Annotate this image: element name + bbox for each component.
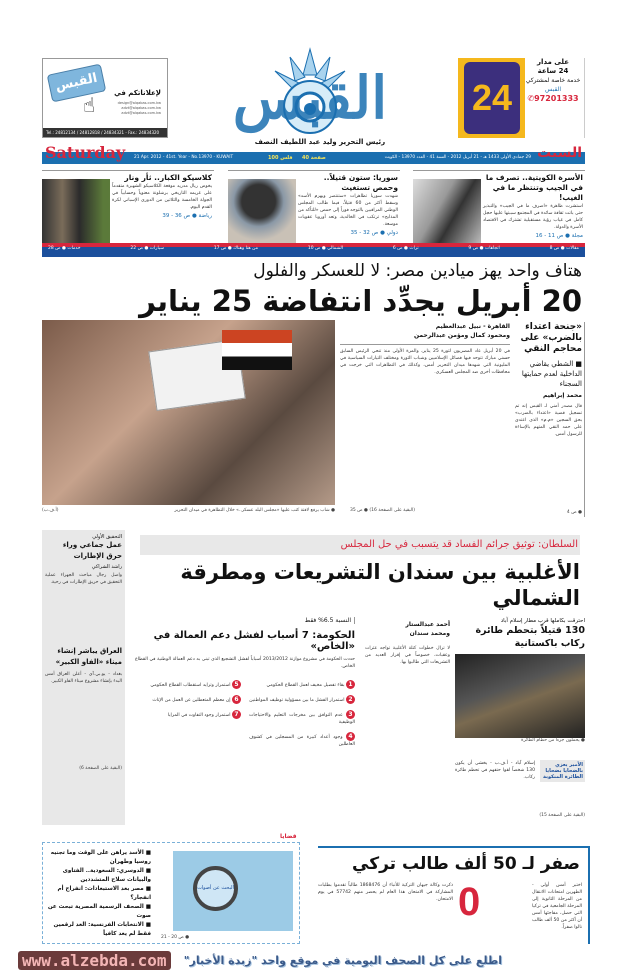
issues-label: قضايا xyxy=(280,833,297,840)
teaser-text: شهدت سوريا تظاهرات «ستنتصر ويهزم الأسد» وسقط أكثر من 60 قتيلاً، فيما طالب المجلس الوطني المراقبين بالتوجه فوراً إلى حمص «للتأكد من المذابح» ترتكب في الخالدية، وتعد أوروبا عقوبات موسعة. xyxy=(298,194,398,227)
probe-author: راشد الشراكي xyxy=(91,564,122,570)
nav-item[interactable]: من هنا وهناك ● ص 17 xyxy=(213,246,258,251)
teaser-photo-wallet xyxy=(413,179,481,243)
editor-in-chief: رئيس التحرير وليد عبد اللطيف النصف xyxy=(254,138,386,146)
issue-item[interactable]: ■ الصحف الرسمية المصرية تبحث عن صوت xyxy=(47,904,151,919)
reason-item: 2 استمرار الفشل ما بين مسؤولية توظيف المواطنين xyxy=(249,695,355,704)
issue-item[interactable]: ■ مصر بعد الاستبعادات: انفراج أم انفجار؟ xyxy=(57,886,151,901)
teaser-photo-smoke xyxy=(228,179,296,243)
logo-text: القبس xyxy=(232,64,388,132)
ad-email: advt@alqabas.com.kw xyxy=(121,106,161,110)
photo-credit: (أ.ف.ب) xyxy=(42,508,59,513)
left-sidebar xyxy=(42,530,125,825)
teaser-sports[interactable] xyxy=(42,170,214,242)
nav-item[interactable]: خدمات ● ص 28 xyxy=(48,246,81,251)
reason-item: 3 عدم التوافق بين مخرجات التعليم والاحتياجات الوظيفية xyxy=(249,711,355,725)
cartoon xyxy=(153,851,293,931)
gov-kicker: النسبة 6.5% فقط xyxy=(135,617,355,624)
byline-line: أحمد عبدالستار xyxy=(405,621,450,628)
photo-caption: ● شاب يرفع لافتة كتب عليها «مجلس البلد عسكر..» خلال التظاهرة في ميدان التحرير xyxy=(174,508,335,513)
byline-line: ومحمود كمال ومؤمن عبدالرحمن xyxy=(414,332,510,339)
section-nav-bar xyxy=(42,243,585,257)
24-hour-service-box[interactable] xyxy=(458,58,585,138)
ad-title: لإعلاناتكم في xyxy=(114,89,161,97)
reason-text: وجود أعداد كبيرة من المسجلين في كشوف العاطلين xyxy=(249,735,355,747)
teaser-title: الأسرة الكويتية.. تصرف ما في الجيب وتنتظر ما في الغيب! xyxy=(485,173,583,202)
probe-label: التحقيق الأولي xyxy=(92,534,122,540)
nav-item[interactable]: مقالات ● ص 8 xyxy=(549,246,579,251)
magnifying-glass-icon: البحث عن أصوات xyxy=(193,866,238,911)
turkey-headline[interactable]: صفر لـ 50 ألف طالب تركي xyxy=(352,854,580,874)
reason-text: عدم التوافق بين مخرجات التعليم والاحتياجات الوظيفية xyxy=(249,713,355,725)
plane-crash-photo xyxy=(455,654,585,738)
side-continued-link[interactable]: ● ص 4 xyxy=(566,510,582,515)
lead-byline xyxy=(340,322,510,345)
24-service-text xyxy=(525,58,581,103)
gov-intro: حددت الحكومة في مشروع موازنة 2013/2012 أسباباً لفشل التشجيع الذي تبنى به دعم العمالة الوطنية في القطاع الخاص. xyxy=(135,657,356,669)
second-byline xyxy=(365,620,450,638)
plane-headline[interactable]: 130 قتيلاً بتحطم طائرة ركاب باكستانية xyxy=(475,625,585,649)
teaser-title: سوريا: ستون قتيلاً.. وحمص تستغيث xyxy=(323,173,398,192)
reason-item: 5 استمرار وتزايد استقطاب القطاع الحكومي xyxy=(135,680,241,689)
side-headline[interactable]: «جنحة اعتداء بالضرب» على محاجم النقي xyxy=(520,322,582,354)
nav-item[interactable]: سيارات ● ص 22 xyxy=(130,246,164,251)
byline-line: ومحمد سندان xyxy=(409,630,450,637)
day-arabic: السبت xyxy=(537,145,582,161)
byline-line: القاهرة - نبيل عبدالعظيم xyxy=(435,323,510,330)
issue-item[interactable]: ■ الدوسري: السعودية.. الفتاوى والبيانات سلاح المتشددين xyxy=(62,868,151,883)
issues-page-link[interactable]: ● ص 20 - 21 xyxy=(161,935,190,940)
lead-continued-link[interactable]: (البقية على الصفحة 16) ● ص 35 xyxy=(350,508,416,513)
teaser-column xyxy=(112,173,212,219)
gov-headline[interactable]: الحكومة: 7 أسباب لفشل دعم العمالة في «الخاص» xyxy=(153,630,355,652)
side-story xyxy=(515,322,585,517)
teaser-title: كلاسيكو الكبار.. ثأر ونار xyxy=(124,173,212,182)
lead-kicker: هتاف واحد يهز ميادين مصر: لا للعسكر والفلول xyxy=(253,261,582,281)
reason-text: بقاء تفضيل مخيف لعمل القطاع الحكومي xyxy=(266,683,345,688)
nav-item[interactable]: تراث ● ص 6 xyxy=(392,246,419,251)
plane-kicker: احترقت بكاملها قرب مطار إسلام آباد xyxy=(500,618,585,624)
zero-graphic: 0 xyxy=(458,880,481,924)
ad-phone: Tel.: 24812134 / 24812818 / 24834321 - Fax.: 24834320 xyxy=(43,128,167,137)
lead-body: في 20 أبريل عاد المصريون لثورة 25 يناير، والمرة الأولى منذ تنحي الرئيس السابق حسني مبارك تتوحد فيها فصائل الإسلاميين وشباب الثورة ومختلف التيارات السياسية في المليونية التي شهدها ميدان التحرير أمس، وكذلك في التظاهرات التي خرجت في محافظات أخرى ضد المجلس العسكري. xyxy=(340,349,510,375)
reason-item: 4 وجود أعداد كبيرة من المسجلين في كشوف العاطلين xyxy=(249,733,355,747)
teaser-photo-coaches xyxy=(42,179,110,243)
ad-email: advt@alqabas.com.kw xyxy=(121,111,161,115)
box24-line2: 24 ساعة xyxy=(537,67,569,75)
price: 100 فلس xyxy=(268,155,293,161)
ad-brand-button: القبس xyxy=(47,64,107,103)
side-author: محمد إبراهيم xyxy=(542,392,582,399)
issue-text: الصحف الرسمية المصرية تبحث عن صوت xyxy=(47,904,151,919)
side-body: قال مصدر أمني لـ القبس إنه تم تسجيل قضية «اعتداء بالضرب» بحق السجين «م.م» الذي اعتدى على حمد النقي المتهم بالإساءة للرسول أمس. xyxy=(515,404,582,437)
reason-text: استمرار الفشل ما بين مسؤولية توظيف المواطنين xyxy=(249,698,345,703)
probe-continued-link[interactable]: (البقية على الصفحة 6) xyxy=(79,766,122,771)
second-headline[interactable]: الأغلبية بين سندان التشريعات ومطرقة الشمالي xyxy=(180,560,580,610)
banner-text: اطلع على كل الصحف اليومية في موقع واحد "زبدة الأخبار" xyxy=(183,954,502,967)
second-body: لا تزال خطوات كتلة الأغلبية تواجه عثرات وعقبات، خصوصاً في إقرار العديد من التشريعات التي طالبوا بها. xyxy=(365,646,450,665)
plane-continued-link[interactable]: (البقية على الصفحة 15) xyxy=(539,813,585,818)
iraq-body: بغداد - يو.بي.آي - أعلن العراق أمس البدء بإنشاء مشروع ميناء الفاو الكبير. xyxy=(45,672,122,684)
side-subheadline: ■ الشطي يقاضي الداخلية لعدم حمايتها السجناء xyxy=(521,360,582,388)
issues-list xyxy=(47,849,151,939)
teaser-text: استشرت ظاهرة «اصرف ما في الجيب» والتبذير حتى باتت ثقافة سائدة في المجتمع سببتها عليها حجل كامل في غياب رؤية مستقبلية تشترك في الاقتصاد الأسرة والدولة. xyxy=(483,204,583,230)
plane-crash-story xyxy=(455,618,585,818)
plane-body: إسلام آباد - أ.ف.ب - يخشى أن يكون 130 شخصاً لقوا حتفهم في تحطم طائرة ركاب. xyxy=(455,761,535,780)
reasons-list xyxy=(135,680,355,748)
probe-body: واصل رجال مباحث الجهراء عملية التحقيق في حريق الإطارات في رحية. xyxy=(45,573,122,585)
day-english: Saturday xyxy=(45,143,126,162)
issue-item[interactable]: ■ الانتخابات الفرنسية: العد لرقمين فقط لم يعد كافياً xyxy=(53,922,151,937)
photo-caption: ● يحملون جزءاً من حطام الطائرة xyxy=(521,738,585,743)
phone-icon: ✆ xyxy=(527,94,535,103)
teaser-section-link[interactable]: دولي ● ص 32 - 35 xyxy=(350,230,398,236)
issues-box xyxy=(42,842,300,944)
reason-item: 6 إن معظم المتعطلين عن العمل من الإناث xyxy=(135,695,241,704)
pointer-hand-icon: ☝ xyxy=(83,93,96,117)
iraq-headline[interactable]: العراق يباشر إنشاء ميناء «الفاو الكبير» xyxy=(55,647,122,666)
teaser-text: يخوض ريال مدريد موقعة الكلاسيكو الشهيرة متقدماً على غريمه التاريخي برشلونة معنوياً وحسابياً في الجولة الخامسة والثلاثين من الدوري الإسباني لكرة القدم اليوم. xyxy=(112,184,212,210)
reason-text: إن معظم المتعطلين عن العمل من الإناث xyxy=(152,698,231,703)
egypt-flag xyxy=(222,330,292,370)
advertising-box[interactable] xyxy=(42,58,168,138)
banner-url[interactable]: www.alzebda.com xyxy=(18,951,171,970)
issue-text: الانتخابات الفرنسية: العد لرقمين فقط لم يعد كافياً xyxy=(53,922,151,937)
date-arabic: 29 جمادى الأولى 1433 هـ - 21 أبريل 2012 - السنة 41 - العدد 13970 - الكويت xyxy=(384,155,531,160)
box24-line3: خدمة خاصة لمشتركي xyxy=(525,77,581,84)
second-kicker: السلطان: توثيق جرائم الفساد قد يتسبب في حل المجلس xyxy=(340,539,578,550)
box24-brand: القبس xyxy=(545,86,561,93)
teaser-section-link[interactable]: مجلة ● ص 11 - 16 xyxy=(535,233,583,239)
date-english: 21 Apr. 2012 - 41st. Year - No.13970 - KUWAIT xyxy=(134,155,234,160)
issue-item[interactable]: ■ الأسد يراهن على الوقت وما تجنيه روسيا وطهران xyxy=(50,850,151,865)
ad-emails xyxy=(118,101,161,116)
teaser-section-link[interactable]: رياضة ● ص 36 - 39 xyxy=(162,213,212,219)
box24-phone: 97201333 xyxy=(534,94,579,103)
government-story xyxy=(135,617,355,822)
teaser-family[interactable] xyxy=(413,170,585,242)
turkey-side-text: اختبر أمس أولى - الطهرين امتحانات الانتقال من المرحلة الثانوية إلى المرحلة الجامعية في تركيا التي حصل، مفاجئها أمس أن أكثر من 50 ألف طالب نالوا صفراً. xyxy=(532,883,582,930)
teaser-syria[interactable] xyxy=(228,170,400,242)
nav-item[interactable]: اتجاهات ● ص 9 xyxy=(468,246,500,251)
ad-email: design@alqabas.com.kw xyxy=(117,101,161,105)
turkey-story xyxy=(318,846,590,944)
teaser-column xyxy=(483,173,583,239)
issue-text: مصر بعد الاستبعادات: انفراج أم انفجار؟ xyxy=(57,886,151,901)
box24-line1: على مدار xyxy=(537,58,569,66)
probe-headline[interactable]: عمل جماعي وراء حرق الإطارات xyxy=(62,541,122,560)
reason-text: استمرار وتزايد استقطاب القطاع الحكومي xyxy=(150,683,231,688)
lead-headline[interactable]: 20 أبريل يجدِّد انتفاضة 25 يناير xyxy=(139,284,582,318)
lead-photo-protest xyxy=(42,320,335,505)
issue-text: الأسد يراهن على الوقت وما تجنيه روسيا وطهران xyxy=(50,850,151,865)
page-count: 40 صفحة xyxy=(302,155,326,161)
issue-text: الدوسري: السعودية.. الفتاوى والبيانات سلاح المتشددين xyxy=(62,868,151,883)
24-badge: 24 xyxy=(464,62,520,134)
bottom-banner[interactable] xyxy=(0,948,632,977)
emir-condolence-box: الأمير يعزي بالضحايا بضحايا الطائرة المنكوبة xyxy=(540,760,585,782)
reason-item: 1 بقاء تفضيل مخيف لعمل القطاع الحكومي xyxy=(249,680,355,689)
reason-item: 7 استمرار وجود التفاوت في المزايا xyxy=(135,710,241,726)
newspaper-logo[interactable] xyxy=(195,45,425,137)
teaser-column xyxy=(298,173,398,236)
nav-item[interactable]: الشمالي ● ص 10 xyxy=(307,246,343,251)
reason-text: استمرار وجود التفاوت في المزايا xyxy=(167,713,231,718)
turkey-body: ذكرت وكالة جيهان التركية للأنباء أن 1868476 طالباً تقدموا بطلبات المشاركة في الامتحان هذا العام لم يحضر منهم 57742 في يوم الامتحان. xyxy=(318,883,453,902)
